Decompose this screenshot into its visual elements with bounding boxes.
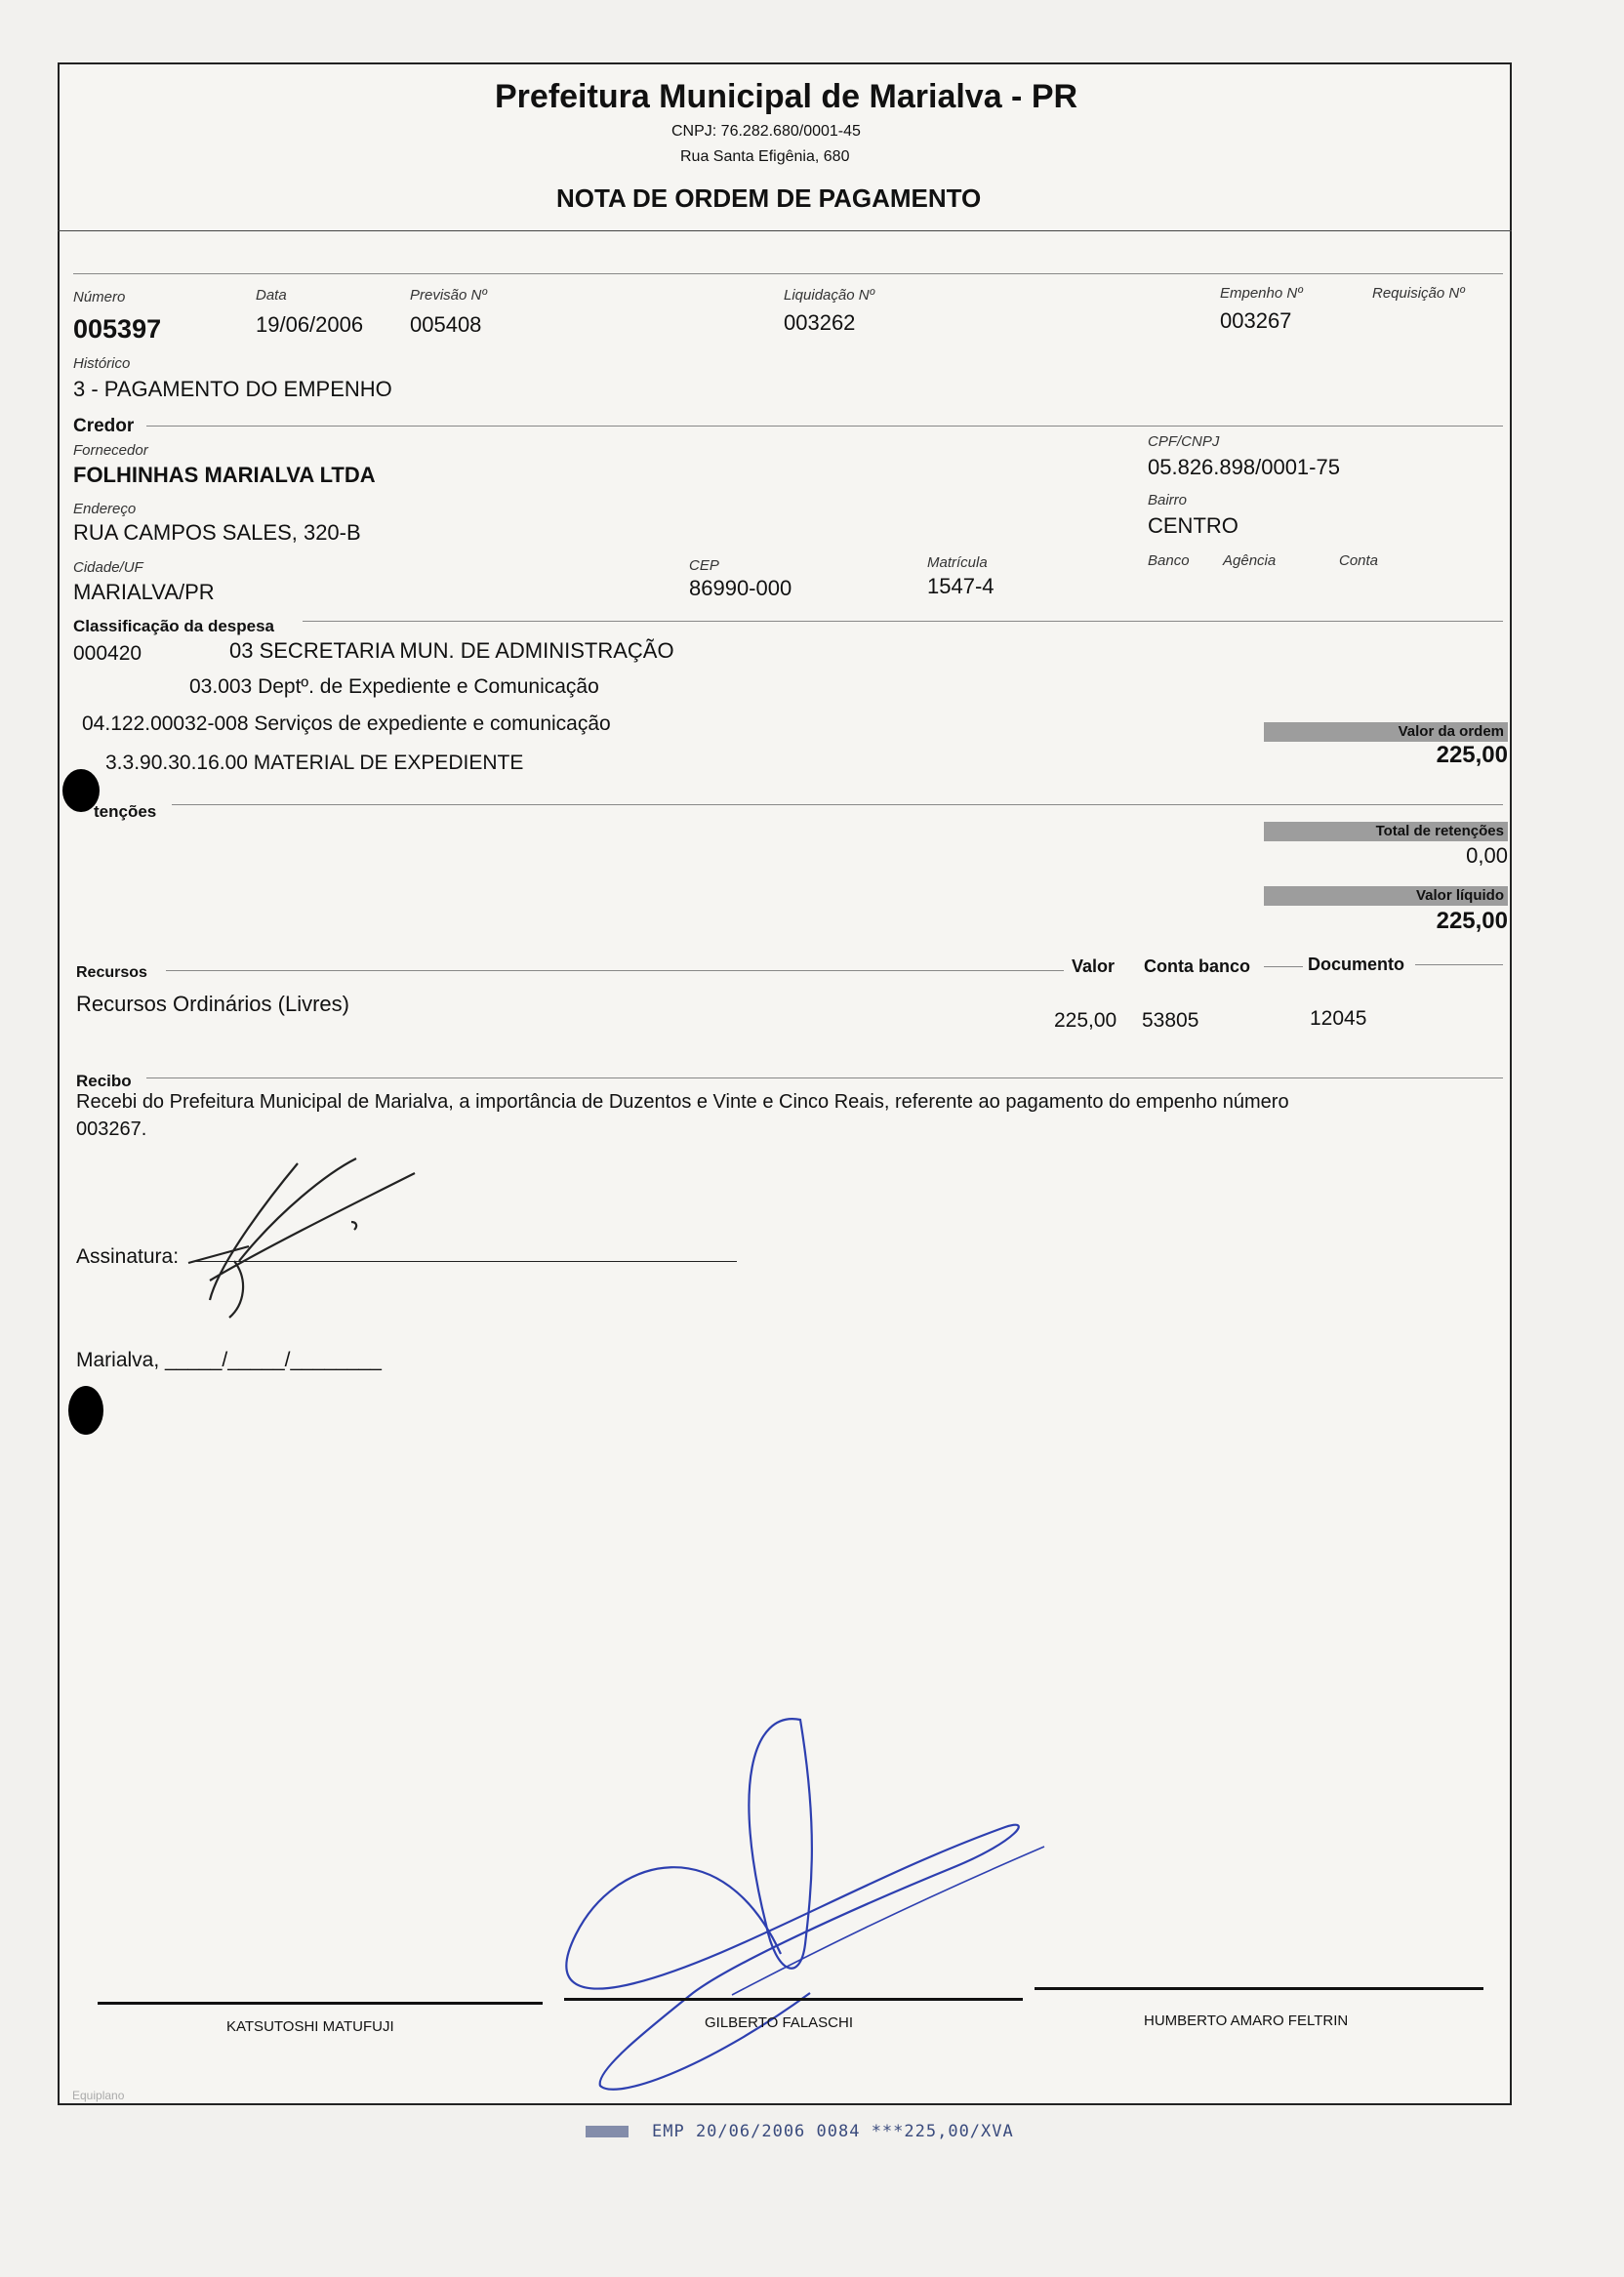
recursos-conta-label: Conta banco <box>1144 956 1251 976</box>
cidade-value: MARIALVA/PR <box>73 580 215 604</box>
numero-value: 005397 <box>73 314 162 344</box>
bairro-value: CENTRO <box>1148 513 1238 538</box>
recibo-section: Recibo <box>76 1072 132 1090</box>
blue-signature <box>556 1710 1064 2100</box>
equiplano-brand: Equiplano <box>72 2089 125 2102</box>
recursos-conta: 53805 <box>1142 1009 1199 1032</box>
matricula-value: 1547-4 <box>927 574 995 598</box>
classificacao-line3: 04.122.00032-008 Serviços de expediente e comunicação <box>82 712 611 735</box>
info-top-line <box>73 273 1503 274</box>
empenho-label: Empenho Nº <box>1220 285 1303 302</box>
bairro-label: Bairro <box>1148 492 1188 508</box>
signatory-3: HUMBERTO AMARO FELTRIN <box>1144 2013 1349 2029</box>
header-divider <box>58 230 1512 231</box>
previsao-label: Previsão Nº <box>410 287 487 304</box>
cpf-value: 05.826.898/0001-75 <box>1148 455 1340 479</box>
recursos-line <box>166 970 1064 971</box>
recibo-text-line2: 003267. <box>76 1118 147 1140</box>
assinatura-label: Assinatura: <box>76 1245 180 1268</box>
matricula-label: Matrícula <box>927 554 988 571</box>
recursos-doc-line <box>1264 966 1303 967</box>
cep-value: 86990-000 <box>689 576 792 600</box>
valor-ordem-label: Valor da ordem <box>1264 722 1508 742</box>
classificacao-section: Classificação da despesa <box>73 617 275 635</box>
punch-hole-mark-2 <box>68 1386 103 1435</box>
recursos-valor-label: Valor <box>1072 956 1116 976</box>
signature-line-1 <box>98 2002 543 2005</box>
total-retencoes-value: 0,00 <box>1466 843 1508 868</box>
numero-label: Número <box>73 289 126 305</box>
endereco-label: Endereço <box>73 501 137 517</box>
credor-section: Credor <box>73 416 135 436</box>
recursos-documento-label: Documento <box>1308 955 1404 974</box>
retencoes-line <box>172 804 1503 805</box>
historico-value: 3 - PAGAMENTO DO EMPENHO <box>73 377 392 401</box>
valor-liquido-value: 225,00 <box>1436 908 1508 934</box>
historico-label: Histórico <box>73 355 131 372</box>
cep-label: CEP <box>689 557 719 574</box>
classificacao-line4: 3.3.90.30.16.00 MATERIAL DE EXPEDIENTE <box>105 752 524 774</box>
cnpj: CNPJ: 76.282.680/0001-45 <box>671 123 861 140</box>
classificacao-code: 000420 <box>73 642 142 665</box>
valor-liquido-label: Valor líquido <box>1264 886 1508 906</box>
signatory-2: GILBERTO FALASCHI <box>705 2014 853 2031</box>
address: Rua Santa Efigênia, 680 <box>680 148 850 165</box>
fornecedor-value: FOLHINHAS MARIALVA LTDA <box>73 463 376 487</box>
org-title: Prefeitura Municipal de Marialva - PR <box>495 78 1078 115</box>
valor-ordem-value: 225,00 <box>1436 742 1508 768</box>
data-label: Data <box>256 287 287 304</box>
retencoes-section: tenções <box>94 802 157 821</box>
recursos-descricao: Recursos Ordinários (Livres) <box>76 992 349 1016</box>
recursos-section: Recursos <box>76 964 147 981</box>
signature-line-2 <box>564 1998 1023 2001</box>
previsao-value: 005408 <box>410 312 482 337</box>
requisicao-label: Requisição Nº <box>1372 285 1465 302</box>
classificacao-line2: 03.003 Deptº. de Expediente e Comunicação <box>189 675 599 698</box>
doc-title: NOTA DE ORDEM DE PAGAMENTO <box>556 183 982 213</box>
classificacao-line1: 03 SECRETARIA MUN. DE ADMINISTRAÇÃO <box>229 638 674 663</box>
cashier-stamp <box>586 2122 1014 2141</box>
credor-line <box>146 426 1503 427</box>
liquidacao-value: 003262 <box>784 310 856 335</box>
total-retencoes-label: Total de retenções <box>1264 822 1508 841</box>
recursos-documento: 12045 <box>1310 1007 1367 1030</box>
stamp-mark <box>586 2126 629 2137</box>
recibo-signature <box>181 1154 444 1320</box>
cidade-label: Cidade/UF <box>73 559 143 576</box>
stamp-text: EMP 20/06/2006 0084 ***225,00/XVA <box>652 2122 1014 2141</box>
classificacao-line <box>303 621 1503 622</box>
recibo-text-line1: Recebi do Prefeitura Municipal de Marialva, a importância de Duzentos e Vinte e Cinco Reais, referente ao pagamento do empenho número <box>76 1091 1289 1113</box>
liquidacao-label: Liquidação Nº <box>784 287 875 304</box>
signature-line-3 <box>1035 1987 1483 1990</box>
fornecedor-label: Fornecedor <box>73 442 148 459</box>
signatory-1: KATSUTOSHI MATUFUJI <box>226 2018 394 2035</box>
recursos-valor: 225,00 <box>1054 1009 1117 1032</box>
empenho-value: 003267 <box>1220 308 1292 333</box>
endereco-value: RUA CAMPOS SALES, 320-B <box>73 520 361 545</box>
cpf-label: CPF/CNPJ <box>1148 433 1220 450</box>
conta-label: Conta <box>1339 552 1379 569</box>
data-value: 19/06/2006 <box>256 312 364 337</box>
agencia-label: Agência <box>1223 552 1277 569</box>
recursos-end-line <box>1415 964 1503 965</box>
marialva-date-field: Marialva, _____/_____/________ <box>76 1349 382 1371</box>
banco-label: Banco <box>1148 552 1190 569</box>
